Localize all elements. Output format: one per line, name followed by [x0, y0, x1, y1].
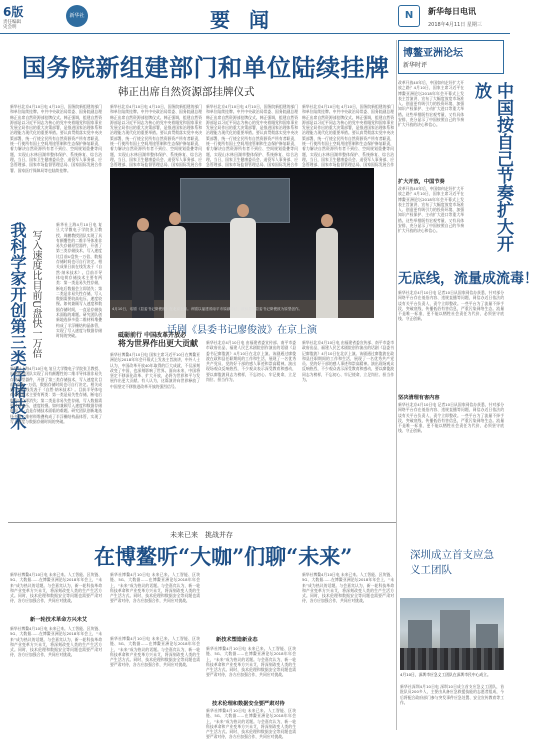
- bottom-subhead-2: 新技术塑造新业态: [216, 637, 258, 643]
- editor-name: 史会明: [3, 25, 17, 30]
- bottom-kicker: 未来已来 挑战并存: [170, 531, 233, 539]
- mid-body-col2: 新华社北京4月10日电 由福建省委宣传部、南平市委市政府出品，福建人民艺术剧院创作演出的话剧《县委书记廖俊波》4月10日在北京上演。该剧通过廖俊波在政和县任职期间的工作和生活，展现了一名优秀共产党员、党的好干部的感人事迹和崇高精神。演出现场观众反响热烈，不少观众表示深受教育和感动，要以廖俊波同志为榜样，不忘初心、牢记使命，立足岗位、担当作为。: [206, 340, 296, 383]
- right-column-title: 中国按自己节奏扩大开放: [471, 82, 513, 252]
- mid-headline: 将为世界作出更大贡献: [118, 338, 198, 348]
- bottom-subhead-3: 技术伦理和数据安全要严肃对待: [212, 701, 285, 707]
- left-story-body-top: 新华社上海4月10日电 复旦大学微电子学院张卫教授、周鹏教授团队实现了具有颠覆性的二维半导体准非易失存储原型器件，开创了第三类存储技术，写入速度比目前U盘快一万倍，数据存储时间也可自行决定。相关成果日前在线发表于《自然·纳米技术》。目前半导体电荷存储技术主要有两类：第一类是易失性存储，断电后数据会立即消失；第二类是非易失性存储，写入数据需要较高电压，速度较慢。如何兼顾写入速度和数据存储时间，一直是存储技术面临的难题。研究团队创新地选择多重二维材料堆叠构成了半浮栅结构晶体管，实现了写入速度与数据存储时间的突破。: [56, 222, 102, 339]
- actor-figure: [230, 218, 256, 318]
- right-subhead-b: 坚决清理有害内容: [398, 395, 440, 401]
- right-body-top: 改革开放40年后，中国如何走好扩大开放之路？4月10日，国家主席习近平在博鳌亚洲论坛2018年年会开幕式上发表主旨演讲，宣布了大幅度放宽市场准入、创造更有吸引力的投资环境、加强知识产权保护、主动扩大进口等重大举措。这些举措既有宏观考量，又有具体安排，充分显示了中国按照自己的节奏扩大开放的决心和信心。: [398, 80, 464, 128]
- photo-note: 4月10日，话剧《县委书记廖俊波》在北京上演。该剧以福建省南平市原副市长、政和县原县委书记廖俊波为原型创作。: [112, 307, 303, 311]
- issue-date: 2018年4月11日 星期三: [428, 22, 482, 28]
- bottom-body-col2a: 新华社博鳌4月10日电 未来已来。人工智能、区块链、5G、大数据……在博鳌亚洲论坛2018年年会上，“未来”成为热议的话题。与会嘉宾认为，新一轮科技革命和产业变革方兴未艾，将深刻改变人类的生产生活方式。同时，技术伦理和数据安全等问题也需要严肃对待，各方应加强合作，共同应对挑战。: [110, 572, 200, 604]
- newspaper-name: 新华每日电讯: [428, 7, 476, 16]
- forum-banner: [398, 40, 504, 74]
- bottom-body-col1b: 新华社博鳌4月10日电 未来已来。人工智能、区块链、5G、大数据……在博鳌亚洲论坛2018年年会上，“未来”成为热议的话题。与会嘉宾认为，新一轮科技革命和产业变革方兴未艾，将深刻改变人类的生产生活方式。同时，技术伦理和数据安全等问题也需要严肃对待，各方应加强合作，共同应对挑战。: [10, 626, 102, 658]
- lead-body-col4: 新华社北京4月10日电 4月10日，国务院新组建的部门和单位陆续挂牌。中共中央政治局常委、国务院副总理韩正出席自然资源部挂牌仪式。韩正强调，组建自然资源部是以习近平同志为核心的党中央着眼党和国家事业发展全局作出的重大决策部署，是推进国家治理体系和治理能力现代化的重要举措。要认真贯彻落实党中央决策部署，统一行使全民所有自然资源资产所有者职责，统一行使所有国土空间用途管制和生态保护修复职责，着力解决自然资源所有者不到位、空间规划重叠等问题，实现山水林田湖草整体保护、系统修复、综合治理。当日，国家卫生健康委员会、退役军人事务部、应急管理部、国家市场监督管理总局、国家国际发展合作: [302, 104, 394, 168]
- lead-subhead: 韩正出席自然资源部挂牌仪式: [118, 86, 255, 98]
- bottom-body-col4: 新华社博鳌4月10日电 未来已来。人工智能、区块链、5G、大数据……在博鳌亚洲论坛2018年年会上，“未来”成为热议的话题。与会嘉宾认为，新一轮科技革命和产业变革方兴未艾，将深刻改变人类的生产生活方式。同时，技术伦理和数据安全等问题也需要严肃对待，各方应加强合作，共同应对挑战。: [302, 572, 394, 604]
- mid-body-col3: 新华社北京4月10日电 由福建省委宣传部、南平市委市政府出品，福建人民艺术剧院创作演出的话剧《县委书记廖俊波》4月10日在北京上演。该剧通过廖俊波在政和县任职期间的工作和生活，展现了一名优秀共产党员、党的好干部的感人事迹和崇高精神。演出现场观众反响热烈，不少观众表示深受教育和感动，要以廖俊波同志为榜样，不忘初心、牢记使命，立足岗位、担当作为。: [302, 340, 394, 383]
- bottom-body-col3a: 新华社博鳌4月10日电 未来已来。人工智能、区块链、5G、大数据……在博鳌亚洲论坛2018年年会上，“未来”成为热议的话题。与会嘉宾认为，新一轮科技革命和产业变革方兴未艾，将深刻改变人类的生产生活方式。同时，技术伦理和数据安全等问题也需要严肃对待，各方应加强合作，共同应对挑战。: [206, 646, 296, 678]
- mid-body-col1: 新华社博鳌4月10日电 国家主席习近平10日在博鳌亚洲论坛2018年年会开幕式上发表主旨演讲，中外人士认为，中国改革开放40年取得的巨大成就，不仅深刻改变了中国，也深刻影响了世界。面向未来，中国将坚定不移深化改革、扩大开放，必将为世界和平与发展作出更大贡献。有人认为，这篇演讲向世界释放了中国坚定不移推进改革开放的强烈信号。: [110, 352, 200, 389]
- section-divider: [8, 522, 396, 523]
- mid-kicker: 砥砺前行 中国改革开放必: [118, 332, 187, 339]
- building-shape: [408, 620, 432, 650]
- bottom-headline: 在博鳌听“大咖”们聊“未来”: [94, 544, 353, 569]
- actor-figure: [316, 228, 338, 318]
- bottom-body-col2b: 新华社博鳌4月10日电 未来已来。人工智能、区块链、5G、大数据……在博鳌亚洲论坛2018年年会上，“未来”成为热议的话题。与会嘉宾认为，新一轮科技革命和产业变革方兴未艾，将深刻改变人类的生产生活方式。同时，技术伦理和数据安全等问题也需要严肃对待，各方应加强合作，共同应对挑战。: [110, 636, 200, 668]
- stage-backdrop: [180, 178, 290, 223]
- bottom-body-col1a: 新华社博鳌4月10日电 未来已来。人工智能、区块链、5G、大数据……在博鳌亚洲论坛2018年年会上，“未来”成为热议的话题。与会嘉宾认为，新一轮科技革命和产业变革方兴未艾，将深刻改变人类的生产生活方式。同时，技术伦理和数据安全等问题也需要严肃对待，各方应加强合作，共同应对挑战。: [10, 572, 102, 604]
- right-headline-2: 无底线，流量成流毒！: [398, 271, 538, 287]
- bottom-body-col3b: 新华社博鳌4月10日电 未来已来。人工智能、区块链、5G、大数据……在博鳌亚洲论坛2018年年会上，“未来”成为热议的话题。与会嘉宾认为，新一轮科技革命和产业变革方兴未艾，将深刻改变人类的生产生活方式。同时，技术伦理和数据安全等问题也需要严肃对待，各方应加强合作，共同应对挑战。: [206, 708, 296, 740]
- right-body-3: 新华社深圳4月10日电 深圳10日成立首支应急义工团队，首批队员200多人，主要由具备应急救援技能的志愿者组成，今后将配合政府部门参与突发事件应急处置、安全宣传教育等工作。: [400, 684, 504, 705]
- forum-sub: 新华时评: [403, 62, 428, 69]
- crowd-shape: [400, 648, 504, 670]
- brand-logo: N: [398, 5, 420, 27]
- building-shape: [440, 610, 470, 650]
- page-number-block: [3, 3, 47, 31]
- building-shape: [476, 624, 498, 650]
- left-story-title: 我科学家开创第三类存储技术: [8, 222, 27, 430]
- play-photo: [110, 168, 374, 318]
- page-number: 6版: [3, 5, 24, 19]
- right-body-2b: 新华社北京4月10日电 记者10日从国家网信办获悉，针对部分网络平台存在低俗内容、违规直播等问题，网信办近日依法约谈有关平台负责人，责令立即整改。一些平台为了流量不择手段，突破底线，传播低俗有害信息，严重污染网络生态。流量不是唯一标准，更不能以牺牲社会责任为代价，必须坚守底线、守正创新。: [398, 402, 504, 434]
- right-headline-3: 深圳成立首支应急义工团队: [410, 549, 494, 576]
- actor-figure: [164, 226, 186, 318]
- volunteer-photo: [400, 598, 504, 670]
- editor-label: 责任编辑: [3, 20, 21, 25]
- lead-body-col3: 新华社北京4月10日电 4月10日，国务院新组建的部门和单位陆续挂牌。中共中央政治局常委、国务院副总理韩正出席自然资源部挂牌仪式。韩正强调，组建自然资源部是以习近平同志为核心的党中央着眼党和国家事业发展全局作出的重大决策部署，是推进国家治理体系和治理能力现代化的重要举措。要认真贯彻落实党中央决策部署，统一行使全民所有自然资源资产所有者职责，统一行使所有国土空间用途管制和生态保护修复职责，着力解决自然资源所有者不到位、空间规划重叠等问题，实现山水林田湖草整体保护、系统修复、综合治理。当日，国家卫生健康委员会、退役军人事务部、应急管理部、国家市场监督管理总局、国家国际发展合作: [206, 104, 298, 168]
- lead-body-col1: 新华社北京4月10日电 4月10日，国务院新组建的部门和单位陆续挂牌。中共中央政治局常委、国务院副总理韩正出席自然资源部挂牌仪式。韩正强调，组建自然资源部是以习近平同志为核心的党中央着眼党和国家事业发展全局作出的重大决策部署，是推进国家治理体系和治理能力现代化的重要举措。要认真贯彻落实党中央决策部署，统一行使全民所有自然资源资产所有者职责，统一行使所有国土空间用途管制和生态保护修复职责，着力解决自然资源所有者不到位、空间规划重叠等问题，实现山水林田湖草整体保护、系统修复、综合治理。当日，国家卫生健康委员会、退役军人事务部、应急管理部、国家市场监督管理总局、国家国际发展合作署、国家医疗保障局等也陆续挂牌。: [10, 104, 102, 173]
- actor-figure: [132, 232, 154, 318]
- column-separator: [396, 40, 397, 730]
- play-caption: 话剧《县委书记廖俊波》在京上演: [167, 325, 317, 336]
- lead-body-col2: 新华社北京4月10日电 4月10日，国务院新组建的部门和单位陆续挂牌。中共中央政治局常委、国务院副总理韩正出席自然资源部挂牌仪式。韩正强调，组建自然资源部是以习近平同志为核心的党中央着眼党和国家事业发展全局作出的重大决策部署，是推进国家治理体系和治理能力现代化的重要举措。要认真贯彻落实党中央决策部署，统一行使全民所有自然资源资产所有者职责，统一行使所有国土空间用途管制和生态保护修复职责，着力解决自然资源所有者不到位、空间规划重叠等问题，实现山水林田湖草整体保护、系统修复、综合治理。当日，国家卫生健康委员会、退役军人事务部、应急管理部、国家市场监督管理总局、国家国际发展合作: [110, 104, 202, 168]
- right-body-2a: 新华社北京4月10日电 记者10日从国家网信办获悉，针对部分网络平台存在低俗内容、违规直播等问题，网信办近日依法约谈有关平台负责人，责令立即整改。一些平台为了流量不择手段，突破底线，传播低俗有害信息，严重污染网络生态。流量不是唯一标准，更不能以牺牲社会责任为代价，必须坚守底线、守正创新。: [398, 290, 504, 322]
- left-story-subtitle: 写入速度比目前U盘快一万倍: [30, 230, 41, 359]
- volunteer-photo-note: 4月10日，深圳市应急义工团队在深圳市民中心成立。: [400, 672, 491, 677]
- xinhua-logo: 新华社: [66, 5, 88, 27]
- section-title: 要 闻: [210, 8, 275, 32]
- page-header: [0, 0, 510, 34]
- bottom-subhead-1: 新一轮技术革命方兴未艾: [30, 617, 88, 623]
- lead-headline: 国务院新组建部门和单位陆续挂牌: [22, 53, 390, 82]
- forum-name: 博鳌亚洲论坛: [403, 48, 463, 59]
- right-subhead-a: 扩大开放，中国节奏: [398, 179, 445, 185]
- left-story-body-bottom: 新华社上海4月10日电 复旦大学微电子学院张卫教授、周鹏教授团队实现了具有颠覆性的二维半导体准非易失存储原型器件，开创了第三类存储技术，写入速度比目前U盘快一万倍，数据存储时间也可自行决定。相关成果日前在线发表于《自然·纳米技术》。目前半导体电荷存储技术主要有两类：第一类是易失性存储，断电后数据会立即消失；第二类是非易失性存储，写入数据需要较高电压，速度较慢。如何兼顾写入速度和数据存储时间，一直是存储技术面临的难题。研究团队创新地选择多重二维材料堆叠构成了半浮栅结构晶体管，实现了写入速度与数据存储时间的突破。: [10, 366, 102, 424]
- right-body-mid: 改革开放40年后，中国如何走好扩大开放之路？4月10日，国家主席习近平在博鳌亚洲论坛2018年年会开幕式上发表主旨演讲，宣布了大幅度放宽市场准入、创造更有吸引力的投资环境、加强知识产权保护、主动扩大进口等重大举措。这些举措既有宏观考量，又有具体安排，充分显示了中国按照自己的节奏扩大开放的决心和信心。: [398, 186, 464, 234]
